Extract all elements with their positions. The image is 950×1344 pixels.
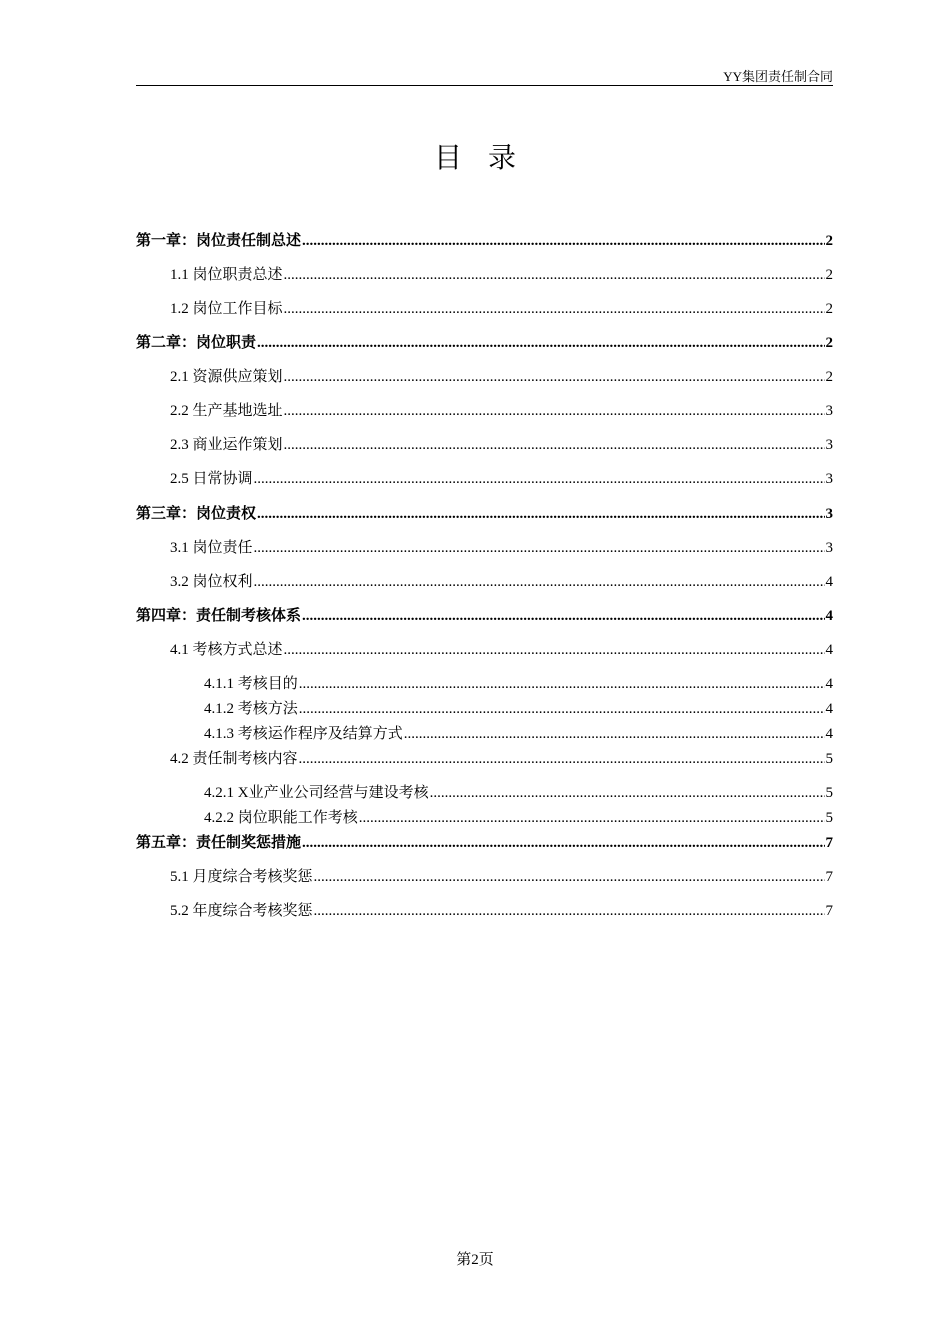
- toc-dot-leader: [302, 833, 824, 853]
- toc-entry[interactable]: [136, 833, 833, 853]
- toc-entry-text: 4.1.3 考核运作程序及结算方式: [204, 726, 403, 742]
- toc-entry-text: 第三章：岗位责权: [136, 506, 257, 522]
- toc-entry[interactable]: [136, 504, 833, 524]
- toc-entry-page: 5: [825, 785, 833, 801]
- toc-entry-text: 第一章：岗位责任制总述: [136, 233, 302, 249]
- toc-dot-leader: [284, 435, 825, 455]
- toc-entry-page: 4: [825, 676, 833, 692]
- toc-entry-page: 2: [825, 233, 833, 249]
- toc-dot-leader: [284, 401, 825, 421]
- toc-entry-page: 4: [825, 642, 833, 658]
- toc-entry[interactable]: [136, 435, 833, 455]
- header-title: YY集团责任制合同: [723, 69, 833, 84]
- toc-entry[interactable]: [136, 333, 833, 353]
- toc-dot-leader: [254, 538, 825, 558]
- toc-entry-text: 第二章：岗位职责: [136, 335, 257, 351]
- toc-entry-page: 4: [825, 574, 833, 590]
- toc-entry-text: 1.2 岗位工作目标: [170, 301, 283, 317]
- toc-entry[interactable]: [136, 538, 833, 558]
- toc-dot-leader: [254, 572, 825, 592]
- toc-entry[interactable]: [136, 783, 833, 803]
- toc-dot-leader: [299, 699, 825, 719]
- toc-entry[interactable]: [136, 674, 833, 694]
- toc-entry-page: 7: [825, 869, 833, 885]
- toc-entry-text: 4.2.2 岗位职能工作考核: [204, 810, 358, 826]
- toc-entry[interactable]: [136, 469, 833, 489]
- toc-entry-text: 4.1.2 考核方法: [204, 701, 298, 717]
- toc-dot-leader: [284, 299, 825, 319]
- toc-entry-text: 2.2 生产基地选址: [170, 403, 283, 419]
- toc-dot-leader: [404, 724, 825, 744]
- toc-entry-text: 4.1 考核方式总述: [170, 642, 283, 658]
- toc-dot-leader: [257, 504, 824, 524]
- toc-entry-page: 2: [825, 301, 833, 317]
- toc-entry-text: 4.2 责任制考核内容: [170, 751, 298, 767]
- toc-dot-leader: [314, 867, 825, 887]
- toc-dot-leader: [257, 333, 824, 353]
- toc-entry-page: 2: [825, 267, 833, 283]
- toc-entry-page: 5: [825, 810, 833, 826]
- toc-entry[interactable]: [136, 901, 833, 921]
- toc-entry-page: 4: [825, 726, 833, 742]
- toc-entry-text: 4.1.1 考核目的: [204, 676, 298, 692]
- toc-dot-leader: [299, 749, 825, 769]
- toc-entry-page: 4: [825, 608, 833, 624]
- toc-entry[interactable]: [136, 867, 833, 887]
- toc-entry-text: 2.1 资源供应策划: [170, 369, 283, 385]
- toc-entry[interactable]: [136, 231, 833, 251]
- toc-entry-text: 4.2.1 X业产业公司经营与建设考核: [204, 785, 429, 801]
- toc-entry-page: 2: [825, 369, 833, 385]
- toc-entry[interactable]: [136, 699, 833, 719]
- toc-entry-text: 2.5 日常协调: [170, 471, 253, 487]
- toc-entry[interactable]: [136, 265, 833, 285]
- toc-entry-page: 3: [825, 403, 833, 419]
- toc-dot-leader: [254, 469, 825, 489]
- toc-dot-leader: [284, 640, 825, 660]
- page-number: 第2页: [456, 1252, 494, 1268]
- toc-entry-page: 3: [825, 437, 833, 453]
- toc-entry[interactable]: [136, 640, 833, 660]
- toc-entry-page: 4: [825, 701, 833, 717]
- toc-dot-leader: [284, 367, 825, 387]
- toc-dot-leader: [359, 808, 825, 828]
- toc-entry-page: 3: [825, 540, 833, 556]
- toc-entry-text: 第四章：责任制考核体系: [136, 608, 302, 624]
- toc-entry-page: 7: [825, 835, 833, 851]
- toc-entry-text: 3.2 岗位权利: [170, 574, 253, 590]
- toc-entry-text: 5.1 月度综合考核奖惩: [170, 869, 313, 885]
- toc-entry-text: 第五章：责任制奖惩措施: [136, 835, 302, 851]
- toc-entry-page: 7: [825, 903, 833, 919]
- toc-entry-text: 3.1 岗位责任: [170, 540, 253, 556]
- toc-entry-page: 3: [825, 471, 833, 487]
- toc-dot-leader: [302, 606, 824, 626]
- toc-entry-page: 2: [825, 335, 833, 351]
- toc-entry[interactable]: [136, 606, 833, 626]
- toc-entry-text: 1.1 岗位职责总述: [170, 267, 283, 283]
- toc-entry-page: 5: [825, 751, 833, 767]
- toc-entry-text: 2.3 商业运作策划: [170, 437, 283, 453]
- toc-dot-leader: [430, 783, 825, 803]
- toc-title: 目录: [433, 143, 542, 174]
- toc-entry[interactable]: [136, 299, 833, 319]
- toc-entry[interactable]: [136, 724, 833, 744]
- toc-entry[interactable]: [136, 808, 833, 828]
- toc-entry[interactable]: [136, 367, 833, 387]
- toc-dot-leader: [284, 265, 825, 285]
- toc-entry-text: 5.2 年度综合考核奖惩: [170, 903, 313, 919]
- toc-entry[interactable]: [136, 572, 833, 592]
- header-divider: [136, 85, 833, 86]
- toc-entry[interactable]: [136, 749, 833, 769]
- toc-entry[interactable]: [136, 401, 833, 421]
- toc-dot-leader: [302, 231, 824, 251]
- toc-dot-leader: [314, 901, 825, 921]
- toc-dot-leader: [299, 674, 825, 694]
- toc-entry-page: 3: [825, 506, 833, 522]
